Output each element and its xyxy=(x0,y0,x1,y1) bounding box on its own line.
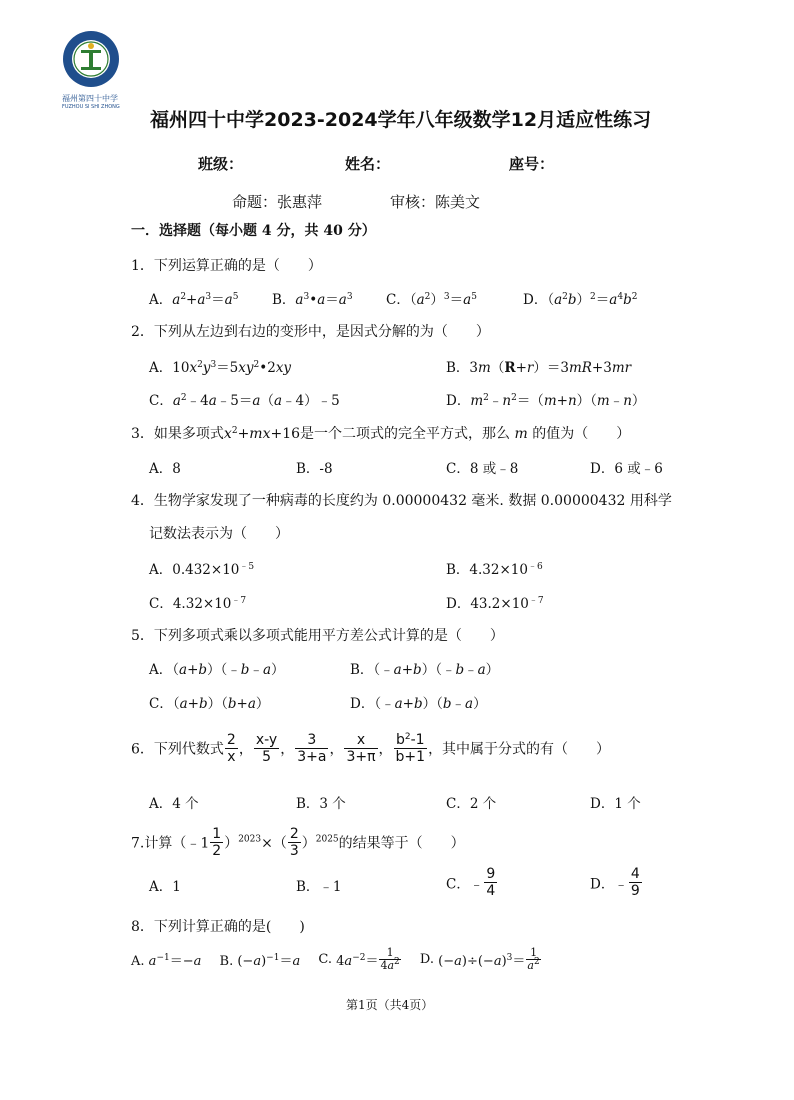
page-title: 福州四十中学2023-2024学年八年级数学12月适应性练习 xyxy=(150,109,652,131)
q7-stem: 7.计算（﹣1 $\frac{1}{2}$ ）$^{2023}$×（ $\frac{2}{3}$ ）$^{2025}$的结果等于（ ） xyxy=(131,826,465,859)
q8-option-c[interactable]: C. $4a^{-2}=$ $\frac{1}{4a^2}$ xyxy=(318,946,400,972)
name-label: 姓名： xyxy=(345,155,391,173)
q4-stem-line1: 4．生物学家发现了一种病毒的长度约为 0.00000432 毫米. 数据 0.00000432 用科学 xyxy=(131,493,672,509)
q4-option-d[interactable]: D．$43.2\times 10^{﹣7}$ xyxy=(446,596,544,612)
q7-option-c[interactable]: C．﹣ $\frac{9}{4}$ xyxy=(446,866,496,899)
q2-option-d[interactable]: D．$m^2﹣n^2=(m+n)(m﹣n)$ xyxy=(446,393,646,409)
q5-option-c[interactable]: C．（a+b）（b+a） xyxy=(149,696,270,712)
q8-options xyxy=(131,947,542,972)
q4-option-b[interactable]: B．$4.32\times 10^{﹣6}$ xyxy=(446,562,543,578)
q8-stem: 8．下列计算正确的是( ) xyxy=(131,919,305,935)
class-label: 班级： xyxy=(198,155,244,173)
q2-stem: 2．下列从左边到右边的变形中，是因式分解的为（ ） xyxy=(131,324,490,340)
q5-option-a[interactable]: A．（a+b）（﹣b﹣a） xyxy=(149,662,285,678)
q6-option-a[interactable]: A．4 个 xyxy=(149,796,199,812)
q3-option-c[interactable]: C．8 或﹣8 xyxy=(446,461,519,477)
q6-option-c[interactable]: C．2 个 xyxy=(446,796,497,812)
q8-option-a[interactable]: A. $a^{-1}=-a$ xyxy=(131,953,202,969)
q1-option-d[interactable]: D．$(a^2b)^2=a^4b^2$ xyxy=(523,292,638,308)
school-logo xyxy=(62,30,126,110)
q7-option-b[interactable]: B．﹣1 xyxy=(296,879,342,895)
q4-stem-line2: 记数法表示为（ ） xyxy=(149,526,289,542)
seat-label: 座号： xyxy=(509,155,555,173)
q1-option-b[interactable]: B．$a^3•a=a^3$ xyxy=(272,292,353,308)
logo-caption-cn: 福州第四十中学 xyxy=(62,94,118,103)
q5-option-d[interactable]: D．（﹣a+b）（b﹣a） xyxy=(350,696,487,712)
q6-stem: 6．下列代数式 $\frac{2}{x}$ ， $\frac{x-y}{5}$ ， $\frac{3}{3+a}$ ， $\frac{x}{3+\pi}$ ， $\frac{b^2-1}{b+1}$ ，其中属于分式的有（ ） xyxy=(131,732,611,765)
q7-option-d[interactable]: D．﹣ $\frac{4}{9}$ xyxy=(590,866,640,899)
q5-option-b[interactable]: B．（﹣a+b）（﹣b﹣a） xyxy=(350,662,500,678)
q1-option-c[interactable]: C．$(a^2)^3=a^5$ xyxy=(386,292,477,308)
q3-option-b[interactable]: B．-8 xyxy=(296,461,333,477)
q3-option-a[interactable]: A．8 xyxy=(149,461,181,477)
q3-option-d[interactable]: D．6 或﹣6 xyxy=(590,461,663,477)
section-title: 一．选择题（每小题 4 分，共 40 分） xyxy=(131,223,376,239)
page-footer: 第1页（共4页） xyxy=(346,998,434,1012)
school-seal-icon xyxy=(62,30,120,88)
logo-caption-en: FUZHOU SI SHI ZHONG xyxy=(62,104,120,110)
q8-option-b[interactable]: B. $(-a)^{-1}=a$ xyxy=(219,953,301,969)
q6-option-b[interactable]: B．3 个 xyxy=(296,796,346,812)
q2-option-c[interactable]: C．$a^2﹣4a﹣5=a(a﹣4)﹣5$ xyxy=(149,393,340,409)
q1-option-a[interactable]: A．$a^2+a^3=a^5$ xyxy=(149,292,239,308)
q4-option-c[interactable]: C．$4.32\times 10^{﹣7}$ xyxy=(149,596,247,612)
q7-option-a[interactable]: A．1 xyxy=(149,879,181,895)
reviewer-line: 审核：陈美文 xyxy=(390,193,481,211)
q8-option-d[interactable]: D. $(-a)\div(-a)^3=$ $\frac{1}{a^2}$ xyxy=(419,946,540,972)
q4-option-a[interactable]: A．$0.432\times 10^{﹣5}$ xyxy=(149,562,255,578)
q3-stem: 3．如果多项式$x^2+mx+16$是一个二项式的完全平方式，那么 m 的值为（ ） xyxy=(131,426,631,442)
author-line: 命题：张惠萍 xyxy=(232,193,323,211)
q5-stem: 5．下列多项式乘以多项式能用平方差公式计算的是（ ） xyxy=(131,628,504,644)
q1-stem: 1．下列运算正确的是（ ） xyxy=(131,258,322,274)
q2-option-b[interactable]: B．3m（R+r）＝3mR+3mr xyxy=(446,360,632,376)
q2-option-a[interactable]: A．$10x^2y^3=5xy^2•2xy$ xyxy=(149,360,292,376)
q6-option-d[interactable]: D．1 个 xyxy=(590,796,641,812)
